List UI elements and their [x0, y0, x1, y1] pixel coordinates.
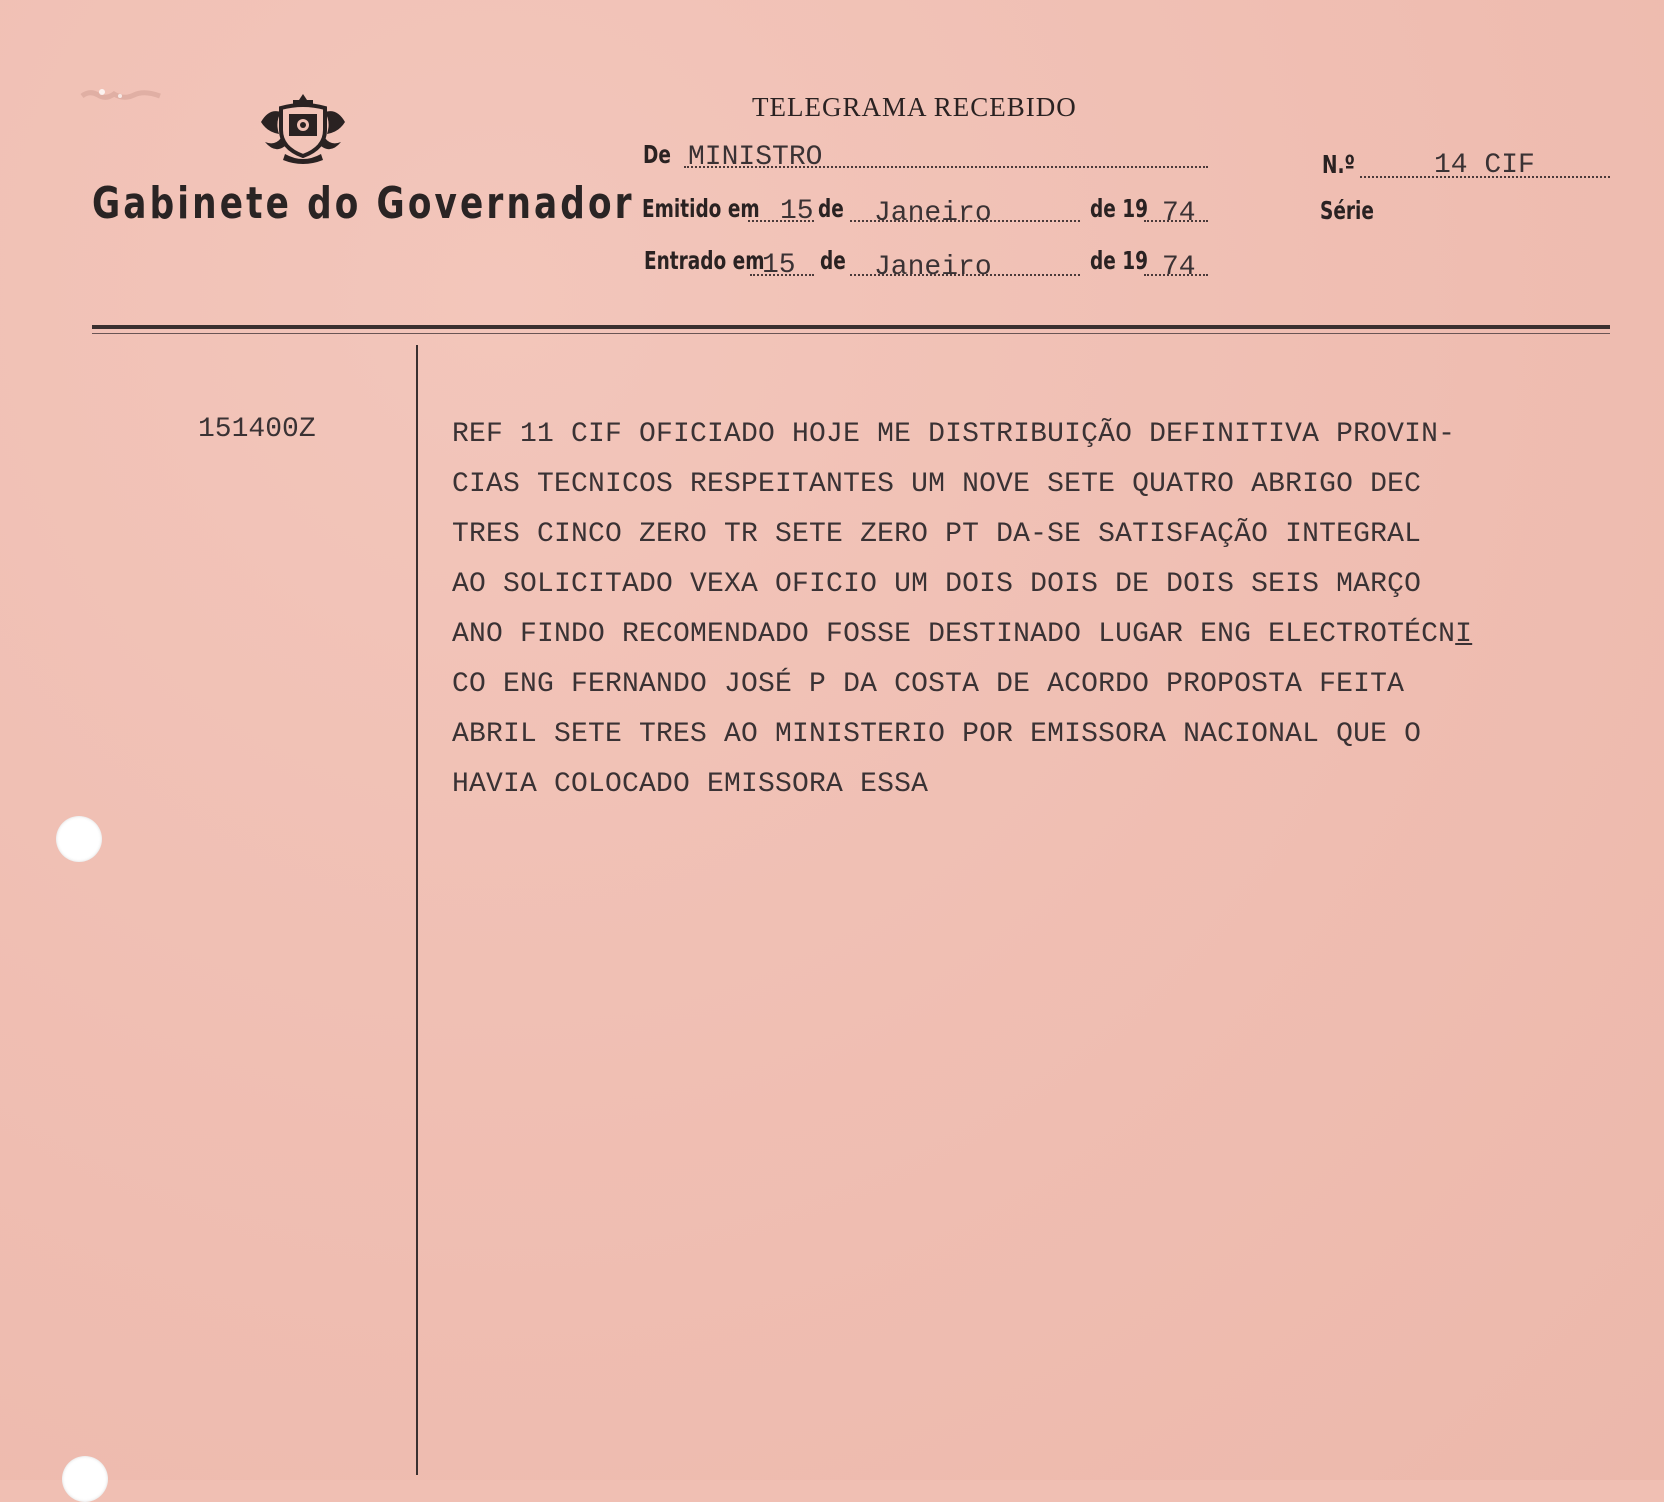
- form-title: TELEGRAMA RECEBIDO: [752, 92, 1077, 122]
- time-reference: 151400Z: [198, 414, 316, 445]
- entrado-de-label: de: [820, 246, 846, 275]
- emitido-month: Janeiro: [874, 198, 992, 229]
- emitido-year-label: de 19: [1090, 194, 1148, 223]
- message-line: [452, 610, 1602, 660]
- header-divider: [92, 325, 1610, 329]
- emitido-de-label: de: [818, 194, 844, 223]
- message-line: HAVIA COLOCADO EMISSORA ESSA: [452, 769, 929, 800]
- numero-value: 14 CIF: [1434, 150, 1535, 181]
- entrado-month: Janeiro: [874, 252, 992, 283]
- entrado-label: Entrado em: [644, 246, 765, 275]
- office-name: Gabinete do Governador: [92, 178, 635, 229]
- binder-hole-bottom: [62, 1456, 108, 1502]
- entrado-day: 15: [762, 250, 796, 281]
- de-value: MINISTRO: [688, 142, 823, 173]
- message-line: CO ENG FERNANDO JOSÉ P DA COSTA DE ACORDO PROPOSTA FEITA: [452, 669, 1405, 700]
- coat-of-arms-icon: [257, 92, 349, 164]
- emitido-year: 74: [1162, 198, 1196, 229]
- de-label: De: [643, 140, 671, 169]
- underlined-letter: I: [1455, 619, 1473, 650]
- message-line: REF 11 CIF OFICIADO HOJE ME DISTRIBUIÇÃO DEFINITIVA PROVIN-: [452, 419, 1456, 450]
- message-line: TRES CINCO ZERO TR SETE ZERO PT DA-SE SATISFAÇÃO INTEGRAL: [452, 519, 1422, 550]
- margin-divider: [416, 345, 418, 1475]
- entrado-year-label: de 19: [1090, 246, 1148, 275]
- binder-hole-middle: [56, 816, 102, 862]
- emitido-label: Emitido em: [642, 194, 760, 223]
- numero-label: N.º: [1322, 150, 1355, 179]
- message-body: [452, 410, 1602, 810]
- entrado-year: 74: [1162, 252, 1196, 283]
- message-line: AO SOLICITADO VEXA OFICIO UM DOIS DOIS DE DOIS SEIS MARÇO: [452, 569, 1422, 600]
- paper-stain: [80, 86, 166, 104]
- message-line-text: ANO FINDO RECOMENDADO FOSSE DESTINADO LUGAR ENG ELECTROTÉCN: [452, 619, 1456, 650]
- header-divider-thin: [92, 333, 1610, 334]
- emitido-day: 15: [780, 196, 814, 227]
- message-line: CIAS TECNICOS RESPEITANTES UM NOVE SETE QUATRO ABRIGO DEC: [452, 469, 1422, 500]
- serie-label: Série: [1320, 196, 1374, 225]
- message-line: ABRIL SETE TRES AO MINISTERIO POR EMISSORA NACIONAL QUE O: [452, 719, 1422, 750]
